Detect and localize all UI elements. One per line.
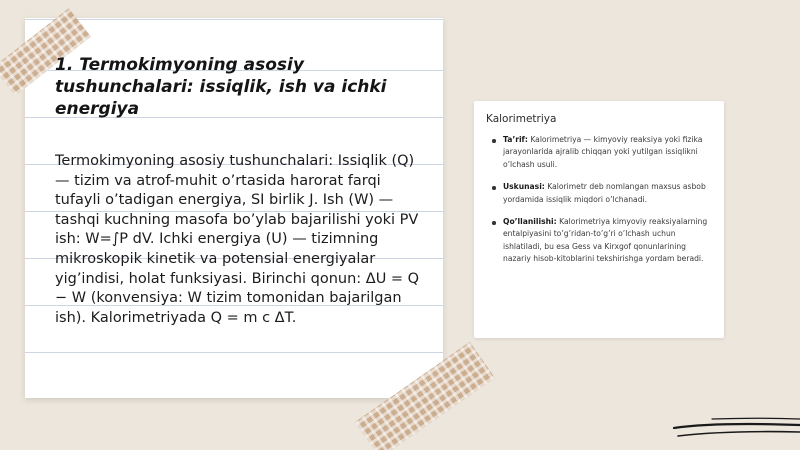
slide-body-text: Termokimyoning asosiy tushunchalari: Issiqlik (Q) — tizim va atrof-muhit o’rtasida harorat farqi tufayli o’tadigan energiya, SI birlik J. Ish (W) — tashqi kuchning masofa bo’ylab bajarilishi yoki PV ish: W=∫P dV. Ichki energiya (U) — tizimning mikroskopik kinetik va potensial energiyalar yig’indisi, holat funksiyasi. Birinchi qonun: ΔU = Q − W (konvensiya: W tizim tomonidan bajarilgan ish). Kalorimetriyada Q = m c ΔT. [55,153,420,326]
list-item-term: Uskunasi: [503,182,545,192]
list-item-text: Kalorimetr deb nomlangan maxsus asbob yordamida issiqlik miqdori o’lchanadi. [503,182,706,204]
info-card [474,101,724,338]
card-list [486,134,712,266]
list-item-text: Kalorimetriya — kimyoviy reaksiya yoki fizika jarayonlarida ajralib chiqqan yoki yutilgan issiqlikni o’lchash usuli. [503,135,703,169]
list-item [486,134,712,171]
list-item [486,181,712,206]
decorative-scribble-icon [672,410,800,440]
card-title: Kalorimetriya [486,113,557,125]
list-item-text: Kalorimetriya kimyoviy reaksiyalarning entalpiyasini to’g’ridan-to’g’ri o’lchash uchun ishlatiladi, bu esa Gess va Kirxgof qonunlarining nazariy hisob-kitoblarini tekshirishga yordam beradi. [503,217,708,264]
list-item [486,216,712,266]
list-item-term: Ta’rif: [503,135,528,144]
list-item-term: Qo’llanilishi: [503,217,557,227]
slide-title: 1. Termokimyoning asosiy tushunchalari: issiqlik, ish va ichki energiya [55,55,387,119]
